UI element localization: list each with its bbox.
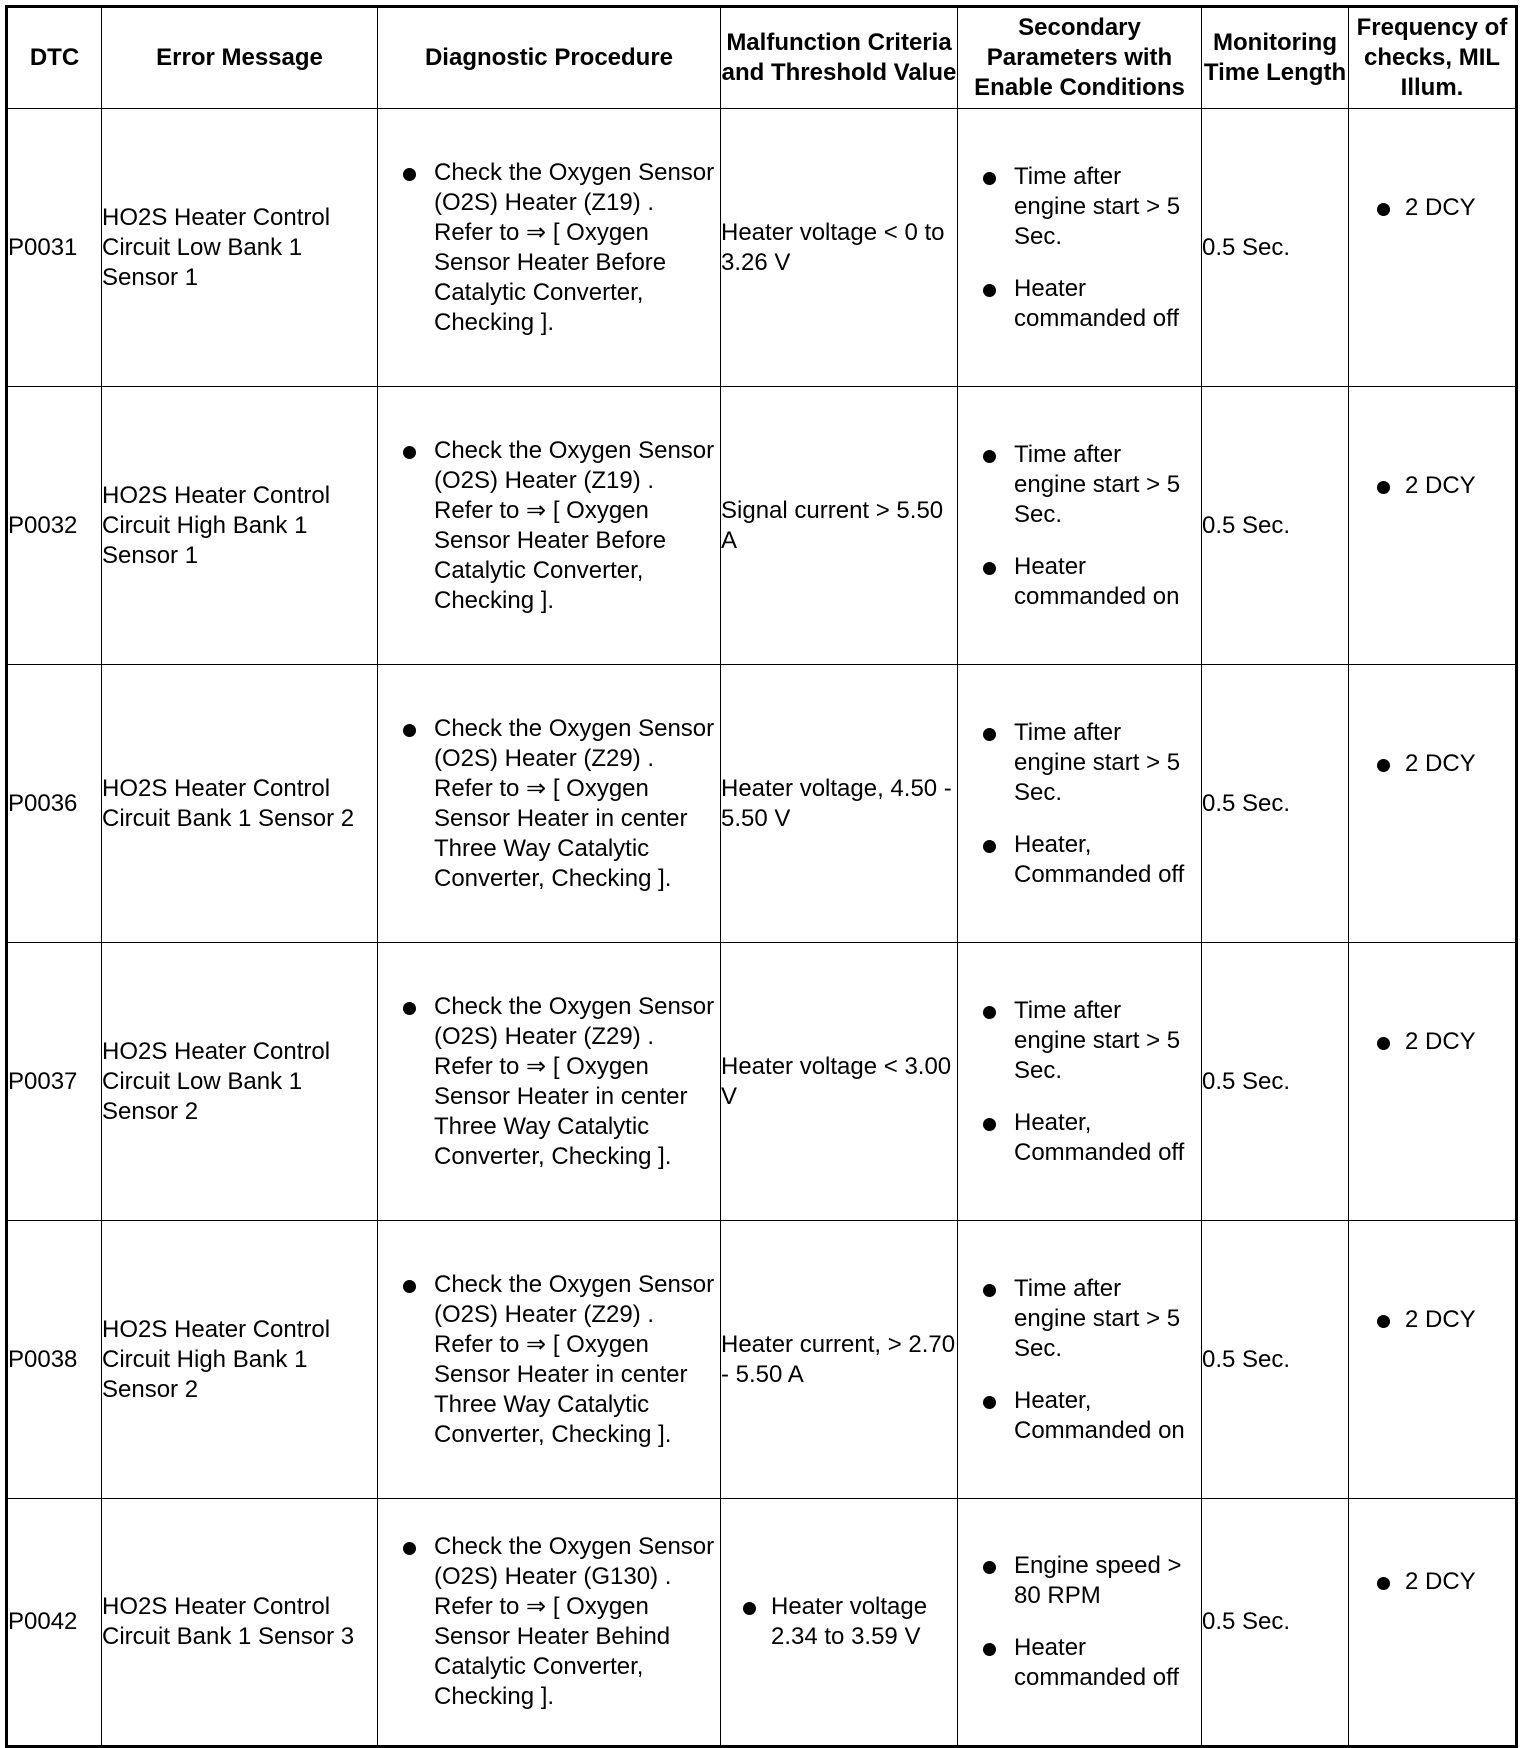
enable-conditions: [958, 387, 1202, 665]
condition-item: Time after engine start > 5 Sec.: [958, 996, 1201, 1086]
frequency: [1349, 109, 1517, 387]
table-row: [7, 109, 1517, 387]
frequency: [1349, 943, 1517, 1221]
enable-conditions: [958, 943, 1202, 1221]
frequency-wrap: [1349, 1305, 1515, 1335]
frequency: [1349, 387, 1517, 665]
frequency: [1349, 1221, 1517, 1499]
error-message: HO2S Heater Control Circuit Bank 1 Sensor 2: [102, 665, 378, 943]
enable-conditions: [958, 109, 1202, 387]
dtc-code: P0038: [7, 1221, 102, 1499]
table-row: [7, 665, 1517, 943]
header-row: [7, 7, 1517, 109]
procedure-item: Check the Oxygen Sensor (O2S) Heater (Z19) . Refer to ⇒ [ Oxygen Sensor Heater Before Catalytic Converter, Checking ].: [378, 436, 720, 616]
frequency-item: 2 DCY: [1349, 1027, 1515, 1057]
condition-item: Heater, Commanded on: [958, 1386, 1201, 1446]
table-row: [7, 1221, 1517, 1499]
frequency-list: [1349, 1027, 1515, 1057]
threshold-value: [721, 1499, 958, 1747]
condition-item: Time after engine start > 5 Sec.: [958, 440, 1201, 530]
header-monitoring-time: Monitoring Time Length: [1202, 7, 1349, 109]
procedure-item: Check the Oxygen Sensor (O2S) Heater (Z29) . Refer to ⇒ [ Oxygen Sensor Heater in center Three Way Catalytic Converter, Checking ].: [378, 1270, 720, 1450]
condition-item-list: [958, 1551, 1201, 1693]
frequency-list: [1349, 1305, 1515, 1335]
dtc-code: P0037: [7, 943, 102, 1221]
diagnostic-procedure: [378, 943, 721, 1221]
threshold-value: Signal current > 5.50 A: [721, 387, 958, 665]
diagnostic-procedure: [378, 387, 721, 665]
condition-item-list: [958, 996, 1201, 1168]
condition-item-list: [958, 1274, 1201, 1446]
error-message: HO2S Heater Control Circuit Low Bank 1 Sensor 2: [102, 943, 378, 1221]
condition-item: Heater commanded on: [958, 552, 1201, 612]
diagnostic-procedure: [378, 1499, 721, 1747]
monitoring-time: 0.5 Sec.: [1202, 109, 1349, 387]
error-message: HO2S Heater Control Circuit Low Bank 1 Sensor 1: [102, 109, 378, 387]
monitoring-time: 0.5 Sec.: [1202, 1499, 1349, 1747]
dtc-code: P0042: [7, 1499, 102, 1747]
header-dtc: DTC: [7, 7, 102, 109]
enable-conditions: [958, 1221, 1202, 1499]
threshold-value: Heater current, > 2.70 - 5.50 A: [721, 1221, 958, 1499]
monitoring-time: 0.5 Sec.: [1202, 665, 1349, 943]
table-row: [7, 1499, 1517, 1747]
frequency-list: [1349, 471, 1515, 501]
table-row: [7, 387, 1517, 665]
diagnostic-procedure: [378, 665, 721, 943]
frequency-item: 2 DCY: [1349, 1305, 1515, 1335]
procedure-item: Check the Oxygen Sensor (O2S) Heater (Z29) . Refer to ⇒ [ Oxygen Sensor Heater in center Three Way Catalytic Converter, Checking ].: [378, 714, 720, 894]
procedure-item-list: [378, 992, 720, 1172]
header-secondary-parameters: Secondary Parameters with Enable Conditions: [958, 7, 1202, 109]
condition-item-list: [958, 440, 1201, 612]
header-diagnostic-procedure: Diagnostic Procedure: [378, 7, 721, 109]
frequency-wrap: [1349, 1027, 1515, 1057]
condition-item: Heater, Commanded off: [958, 830, 1201, 890]
frequency-wrap: [1349, 471, 1515, 501]
frequency-list: [1349, 749, 1515, 779]
procedure-item: Check the Oxygen Sensor (O2S) Heater (Z29) . Refer to ⇒ [ Oxygen Sensor Heater in center Three Way Catalytic Converter, Checking ].: [378, 992, 720, 1172]
frequency-item: 2 DCY: [1349, 471, 1515, 501]
header-error-message: Error Message: [102, 7, 378, 109]
frequency-list: [1349, 1567, 1515, 1597]
diagnostic-procedure: [378, 109, 721, 387]
threshold-item-list: [721, 1592, 957, 1652]
condition-item: Heater commanded off: [958, 1633, 1201, 1693]
condition-item-list: [958, 718, 1201, 890]
dtc-document: [5, 5, 1518, 1748]
table-row: [7, 943, 1517, 1221]
threshold-value: Heater voltage < 3.00 V: [721, 943, 958, 1221]
dtc-table: [5, 5, 1518, 1748]
dtc-code: P0032: [7, 387, 102, 665]
threshold-value: Heater voltage < 0 to 3.26 V: [721, 109, 958, 387]
error-message: HO2S Heater Control Circuit High Bank 1 Sensor 2: [102, 1221, 378, 1499]
condition-item: Heater commanded off: [958, 274, 1201, 334]
diagnostic-procedure: [378, 1221, 721, 1499]
condition-item: Heater, Commanded off: [958, 1108, 1201, 1168]
frequency-list: [1349, 193, 1515, 223]
frequency: [1349, 1499, 1517, 1747]
procedure-item: Check the Oxygen Sensor (O2S) Heater (G130) . Refer to ⇒ [ Oxygen Sensor Heater Behind Catalytic Converter, Checking ].: [378, 1532, 720, 1712]
frequency-item: 2 DCY: [1349, 193, 1515, 223]
error-message: HO2S Heater Control Circuit Bank 1 Sensor 3: [102, 1499, 378, 1747]
header-frequency: Frequency of checks, MIL Illum.: [1349, 7, 1517, 109]
error-message: HO2S Heater Control Circuit High Bank 1 Sensor 1: [102, 387, 378, 665]
header-malfunction-criteria: Malfunction Criteria and Threshold Value: [721, 7, 958, 109]
condition-item-list: [958, 162, 1201, 334]
threshold-value: Heater voltage, 4.50 - 5.50 V: [721, 665, 958, 943]
frequency: [1349, 665, 1517, 943]
frequency-wrap: [1349, 193, 1515, 223]
procedure-item: Check the Oxygen Sensor (O2S) Heater (Z19) . Refer to ⇒ [ Oxygen Sensor Heater Before Catalytic Converter, Checking ].: [378, 158, 720, 338]
procedure-item-list: [378, 1532, 720, 1712]
condition-item: Time after engine start > 5 Sec.: [958, 162, 1201, 252]
dtc-code: P0031: [7, 109, 102, 387]
frequency-item: 2 DCY: [1349, 1567, 1515, 1597]
condition-item: Time after engine start > 5 Sec.: [958, 1274, 1201, 1364]
procedure-item-list: [378, 436, 720, 616]
enable-conditions: [958, 1499, 1202, 1747]
monitoring-time: 0.5 Sec.: [1202, 943, 1349, 1221]
dtc-code: P0036: [7, 665, 102, 943]
condition-item: Engine speed > 80 RPM: [958, 1551, 1201, 1611]
procedure-item-list: [378, 1270, 720, 1450]
monitoring-time: 0.5 Sec.: [1202, 1221, 1349, 1499]
frequency-wrap: [1349, 1567, 1515, 1597]
monitoring-time: 0.5 Sec.: [1202, 387, 1349, 665]
condition-item: Time after engine start > 5 Sec.: [958, 718, 1201, 808]
threshold-item: Heater voltage 2.34 to 3.59 V: [721, 1592, 957, 1652]
frequency-item: 2 DCY: [1349, 749, 1515, 779]
frequency-wrap: [1349, 749, 1515, 779]
procedure-item-list: [378, 158, 720, 338]
procedure-item-list: [378, 714, 720, 894]
enable-conditions: [958, 665, 1202, 943]
